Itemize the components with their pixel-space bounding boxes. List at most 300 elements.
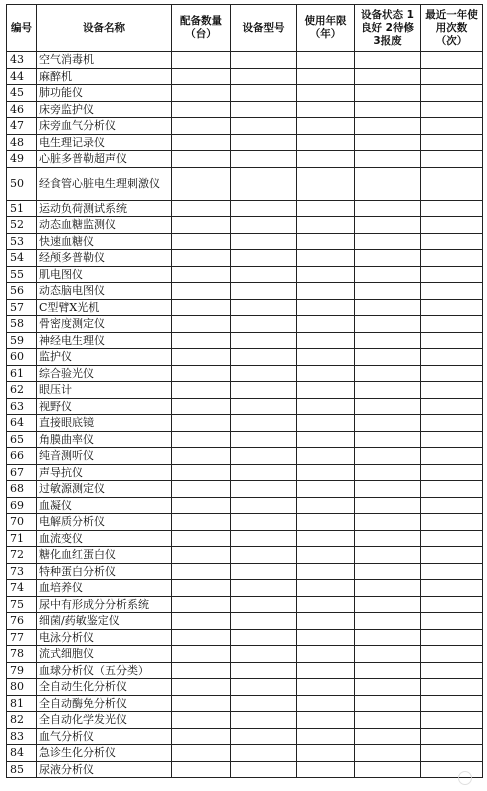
qty-cell: [172, 283, 231, 300]
device-name-cell: 直接眼底镜: [37, 415, 172, 432]
status-cell: [355, 167, 421, 200]
uses-cell: [421, 316, 483, 333]
status-cell: [355, 712, 421, 729]
model-cell: [231, 382, 297, 399]
model-cell: [231, 481, 297, 498]
device-name-cell: 过敏源测定仪: [37, 481, 172, 498]
device-name-cell: 动态脑电图仪: [37, 283, 172, 300]
device-name-cell: C型臂X光机: [37, 299, 172, 316]
years-cell: [297, 415, 355, 432]
header-name: 设备名称: [37, 5, 172, 52]
table-row: [7, 382, 483, 399]
device-name-cell: 细菌/药敏鉴定仪: [37, 613, 172, 630]
model-cell: [231, 613, 297, 630]
years-cell: [297, 118, 355, 135]
table-row: [7, 695, 483, 712]
table-row: [7, 299, 483, 316]
uses-cell: [421, 580, 483, 597]
row-number-cell: 51: [7, 200, 37, 217]
uses-cell: [421, 646, 483, 663]
years-cell: [297, 596, 355, 613]
qty-cell: [172, 299, 231, 316]
device-name-cell: 床旁血气分析仪: [37, 118, 172, 135]
row-number-cell: 53: [7, 233, 37, 250]
years-cell: [297, 151, 355, 168]
status-cell: [355, 563, 421, 580]
uses-cell: [421, 52, 483, 69]
table-row: [7, 365, 483, 382]
qty-cell: [172, 415, 231, 432]
uses-cell: [421, 712, 483, 729]
status-cell: [355, 530, 421, 547]
uses-cell: [421, 200, 483, 217]
row-number-cell: 65: [7, 431, 37, 448]
status-cell: [355, 382, 421, 399]
status-cell: [355, 349, 421, 366]
qty-cell: [172, 266, 231, 283]
status-cell: [355, 283, 421, 300]
uses-cell: [421, 299, 483, 316]
model-cell: [231, 151, 297, 168]
device-name-cell: 血气分析仪: [37, 728, 172, 745]
device-name-cell: 经颅多普勒仪: [37, 250, 172, 267]
table-row: [7, 415, 483, 432]
status-cell: [355, 151, 421, 168]
row-number-cell: 71: [7, 530, 37, 547]
model-cell: [231, 431, 297, 448]
row-number-cell: 44: [7, 68, 37, 85]
device-name-cell: 心脏多普勒超声仪: [37, 151, 172, 168]
qty-cell: [172, 349, 231, 366]
years-cell: [297, 200, 355, 217]
model-cell: [231, 365, 297, 382]
years-cell: [297, 547, 355, 564]
row-number-cell: 74: [7, 580, 37, 597]
device-name-cell: 血培养仪: [37, 580, 172, 597]
row-number-cell: 45: [7, 85, 37, 102]
status-cell: [355, 464, 421, 481]
table-row: [7, 596, 483, 613]
device-name-cell: 眼压计: [37, 382, 172, 399]
table-row: [7, 134, 483, 151]
years-cell: [297, 448, 355, 465]
table-row: [7, 118, 483, 135]
uses-cell: [421, 464, 483, 481]
uses-cell: [421, 596, 483, 613]
model-cell: [231, 679, 297, 696]
status-cell: [355, 233, 421, 250]
qty-cell: [172, 563, 231, 580]
status-cell: [355, 431, 421, 448]
table-row: [7, 547, 483, 564]
row-number-cell: 82: [7, 712, 37, 729]
row-number-cell: 48: [7, 134, 37, 151]
years-cell: [297, 563, 355, 580]
table-row: [7, 398, 483, 415]
uses-cell: [421, 382, 483, 399]
device-name-cell: 流式细胞仪: [37, 646, 172, 663]
qty-cell: [172, 580, 231, 597]
model-cell: [231, 101, 297, 118]
qty-cell: [172, 448, 231, 465]
header-qty: 配备数量（台）: [172, 5, 231, 52]
years-cell: [297, 365, 355, 382]
row-number-cell: 46: [7, 101, 37, 118]
uses-cell: [421, 415, 483, 432]
row-number-cell: 62: [7, 382, 37, 399]
status-cell: [355, 695, 421, 712]
status-cell: [355, 299, 421, 316]
row-number-cell: 80: [7, 679, 37, 696]
device-name-cell: 血球分析仪（五分类）: [37, 662, 172, 679]
table-row: [7, 266, 483, 283]
table-row: [7, 52, 483, 69]
table-row: [7, 200, 483, 217]
table-row: [7, 646, 483, 663]
status-cell: [355, 118, 421, 135]
watermark: [458, 771, 475, 785]
qty-cell: [172, 118, 231, 135]
years-cell: [297, 398, 355, 415]
years-cell: [297, 695, 355, 712]
model-cell: [231, 250, 297, 267]
model-cell: [231, 200, 297, 217]
device-name-cell: 电生理记录仪: [37, 134, 172, 151]
device-name-cell: 神经电生理仪: [37, 332, 172, 349]
qty-cell: [172, 233, 231, 250]
device-name-cell: 视野仪: [37, 398, 172, 415]
header-uses: 最近一年使用次数（次）: [421, 5, 483, 52]
model-cell: [231, 398, 297, 415]
status-cell: [355, 761, 421, 778]
years-cell: [297, 85, 355, 102]
years-cell: [297, 233, 355, 250]
years-cell: [297, 167, 355, 200]
table-row: [7, 68, 483, 85]
status-cell: [355, 596, 421, 613]
model-cell: [231, 563, 297, 580]
header-model: 设备型号: [231, 5, 297, 52]
row-number-cell: 85: [7, 761, 37, 778]
model-cell: [231, 233, 297, 250]
qty-cell: [172, 547, 231, 564]
table-row: [7, 728, 483, 745]
model-cell: [231, 745, 297, 762]
model-cell: [231, 316, 297, 333]
years-cell: [297, 382, 355, 399]
uses-cell: [421, 745, 483, 762]
qty-cell: [172, 52, 231, 69]
uses-cell: [421, 679, 483, 696]
device-name-cell: 糖化血红蛋白仪: [37, 547, 172, 564]
uses-cell: [421, 250, 483, 267]
table-row: [7, 85, 483, 102]
model-cell: [231, 118, 297, 135]
table-row: [7, 101, 483, 118]
years-cell: [297, 349, 355, 366]
uses-cell: [421, 629, 483, 646]
row-number-cell: 49: [7, 151, 37, 168]
years-cell: [297, 497, 355, 514]
status-cell: [355, 514, 421, 531]
table-row: [7, 745, 483, 762]
device-name-cell: 床旁监护仪: [37, 101, 172, 118]
qty-cell: [172, 679, 231, 696]
status-cell: [355, 200, 421, 217]
device-name-cell: 运动负荷测试系统: [37, 200, 172, 217]
years-cell: [297, 431, 355, 448]
header-no: 编号: [7, 5, 37, 52]
model-cell: [231, 547, 297, 564]
status-cell: [355, 745, 421, 762]
device-name-cell: 电解质分析仪: [37, 514, 172, 531]
table-row: [7, 448, 483, 465]
qty-cell: [172, 745, 231, 762]
model-cell: [231, 52, 297, 69]
row-number-cell: 84: [7, 745, 37, 762]
uses-cell: [421, 134, 483, 151]
status-cell: [355, 250, 421, 267]
status-cell: [355, 728, 421, 745]
status-cell: [355, 497, 421, 514]
qty-cell: [172, 646, 231, 663]
table-row: [7, 217, 483, 234]
uses-cell: [421, 233, 483, 250]
qty-cell: [172, 332, 231, 349]
qty-cell: [172, 68, 231, 85]
equipment-table: [6, 4, 483, 778]
uses-cell: [421, 398, 483, 415]
status-cell: [355, 101, 421, 118]
uses-cell: [421, 481, 483, 498]
model-cell: [231, 580, 297, 597]
device-name-cell: 肺功能仪: [37, 85, 172, 102]
status-cell: [355, 217, 421, 234]
device-name-cell: 声导抗仪: [37, 464, 172, 481]
status-cell: [355, 316, 421, 333]
watermark-logo-icon: [458, 771, 472, 785]
years-cell: [297, 134, 355, 151]
years-cell: [297, 514, 355, 531]
status-cell: [355, 679, 421, 696]
row-number-cell: 67: [7, 464, 37, 481]
qty-cell: [172, 101, 231, 118]
row-number-cell: 79: [7, 662, 37, 679]
qty-cell: [172, 365, 231, 382]
qty-cell: [172, 464, 231, 481]
years-cell: [297, 299, 355, 316]
qty-cell: [172, 134, 231, 151]
header-status: 设备状态 1良好 2待修 3报废: [355, 5, 421, 52]
row-number-cell: 47: [7, 118, 37, 135]
row-number-cell: 75: [7, 596, 37, 613]
qty-cell: [172, 514, 231, 531]
row-number-cell: 55: [7, 266, 37, 283]
uses-cell: [421, 151, 483, 168]
device-name-cell: 尿液分析仪: [37, 761, 172, 778]
header-years: 使用年限（年）: [297, 5, 355, 52]
uses-cell: [421, 547, 483, 564]
table-row: [7, 250, 483, 267]
table-row: [7, 514, 483, 531]
status-cell: [355, 398, 421, 415]
model-cell: [231, 134, 297, 151]
device-name-cell: 角膜曲率仪: [37, 431, 172, 448]
status-cell: [355, 68, 421, 85]
years-cell: [297, 316, 355, 333]
years-cell: [297, 761, 355, 778]
table-row: [7, 580, 483, 597]
row-number-cell: 78: [7, 646, 37, 663]
qty-cell: [172, 596, 231, 613]
device-name-cell: 监护仪: [37, 349, 172, 366]
device-name-cell: 急诊生化分析仪: [37, 745, 172, 762]
qty-cell: [172, 761, 231, 778]
table-row: [7, 497, 483, 514]
qty-cell: [172, 85, 231, 102]
years-cell: [297, 217, 355, 234]
row-number-cell: 77: [7, 629, 37, 646]
status-cell: [355, 266, 421, 283]
years-cell: [297, 52, 355, 69]
model-cell: [231, 596, 297, 613]
uses-cell: [421, 349, 483, 366]
uses-cell: [421, 217, 483, 234]
qty-cell: [172, 151, 231, 168]
row-number-cell: 57: [7, 299, 37, 316]
qty-cell: [172, 481, 231, 498]
qty-cell: [172, 431, 231, 448]
qty-cell: [172, 695, 231, 712]
years-cell: [297, 629, 355, 646]
device-name-cell: 纯音测听仪: [37, 448, 172, 465]
table-row: [7, 613, 483, 630]
qty-cell: [172, 167, 231, 200]
device-name-cell: 全自动生化分析仪: [37, 679, 172, 696]
row-number-cell: 73: [7, 563, 37, 580]
row-number-cell: 43: [7, 52, 37, 69]
device-name-cell: 动态血糖监测仪: [37, 217, 172, 234]
table-row: [7, 167, 483, 200]
uses-cell: [421, 613, 483, 630]
status-cell: [355, 629, 421, 646]
qty-cell: [172, 728, 231, 745]
table-row: [7, 316, 483, 333]
model-cell: [231, 497, 297, 514]
model-cell: [231, 283, 297, 300]
qty-cell: [172, 712, 231, 729]
qty-cell: [172, 662, 231, 679]
device-name-cell: 综合验光仪: [37, 365, 172, 382]
row-number-cell: 72: [7, 547, 37, 564]
uses-cell: [421, 266, 483, 283]
table-row: [7, 233, 483, 250]
status-cell: [355, 448, 421, 465]
status-cell: [355, 134, 421, 151]
qty-cell: [172, 613, 231, 630]
device-name-cell: 全自动化学发光仪: [37, 712, 172, 729]
status-cell: [355, 365, 421, 382]
qty-cell: [172, 250, 231, 267]
uses-cell: [421, 68, 483, 85]
table-row: [7, 530, 483, 547]
device-name-cell: 空气消毒机: [37, 52, 172, 69]
row-number-cell: 58: [7, 316, 37, 333]
uses-cell: [421, 431, 483, 448]
qty-cell: [172, 316, 231, 333]
device-name-cell: 快速血糖仪: [37, 233, 172, 250]
years-cell: [297, 332, 355, 349]
row-number-cell: 61: [7, 365, 37, 382]
qty-cell: [172, 497, 231, 514]
qty-cell: [172, 398, 231, 415]
uses-cell: [421, 728, 483, 745]
status-cell: [355, 52, 421, 69]
table-row: [7, 349, 483, 366]
model-cell: [231, 448, 297, 465]
table-row: [7, 431, 483, 448]
device-name-cell: 血凝仪: [37, 497, 172, 514]
qty-cell: [172, 382, 231, 399]
years-cell: [297, 481, 355, 498]
qty-cell: [172, 217, 231, 234]
status-cell: [355, 662, 421, 679]
table-row: [7, 662, 483, 679]
uses-cell: [421, 332, 483, 349]
years-cell: [297, 283, 355, 300]
years-cell: [297, 745, 355, 762]
qty-cell: [172, 200, 231, 217]
model-cell: [231, 530, 297, 547]
header-row: [7, 5, 483, 52]
row-number-cell: 59: [7, 332, 37, 349]
model-cell: [231, 695, 297, 712]
years-cell: [297, 662, 355, 679]
model-cell: [231, 728, 297, 745]
table-row: [7, 761, 483, 778]
table-row: [7, 332, 483, 349]
status-cell: [355, 415, 421, 432]
uses-cell: [421, 497, 483, 514]
model-cell: [231, 629, 297, 646]
years-cell: [297, 712, 355, 729]
device-name-cell: 麻醉机: [37, 68, 172, 85]
model-cell: [231, 349, 297, 366]
model-cell: [231, 266, 297, 283]
equipment-table-container: [6, 4, 483, 778]
status-cell: [355, 547, 421, 564]
row-number-cell: 63: [7, 398, 37, 415]
model-cell: [231, 68, 297, 85]
table-row: [7, 629, 483, 646]
row-number-cell: 54: [7, 250, 37, 267]
uses-cell: [421, 448, 483, 465]
model-cell: [231, 712, 297, 729]
row-number-cell: 60: [7, 349, 37, 366]
uses-cell: [421, 283, 483, 300]
years-cell: [297, 101, 355, 118]
table-row: [7, 464, 483, 481]
uses-cell: [421, 85, 483, 102]
row-number-cell: 69: [7, 497, 37, 514]
uses-cell: [421, 563, 483, 580]
row-number-cell: 66: [7, 448, 37, 465]
table-row: [7, 679, 483, 696]
device-name-cell: 全自动酶免分析仪: [37, 695, 172, 712]
row-number-cell: 64: [7, 415, 37, 432]
years-cell: [297, 250, 355, 267]
years-cell: [297, 679, 355, 696]
